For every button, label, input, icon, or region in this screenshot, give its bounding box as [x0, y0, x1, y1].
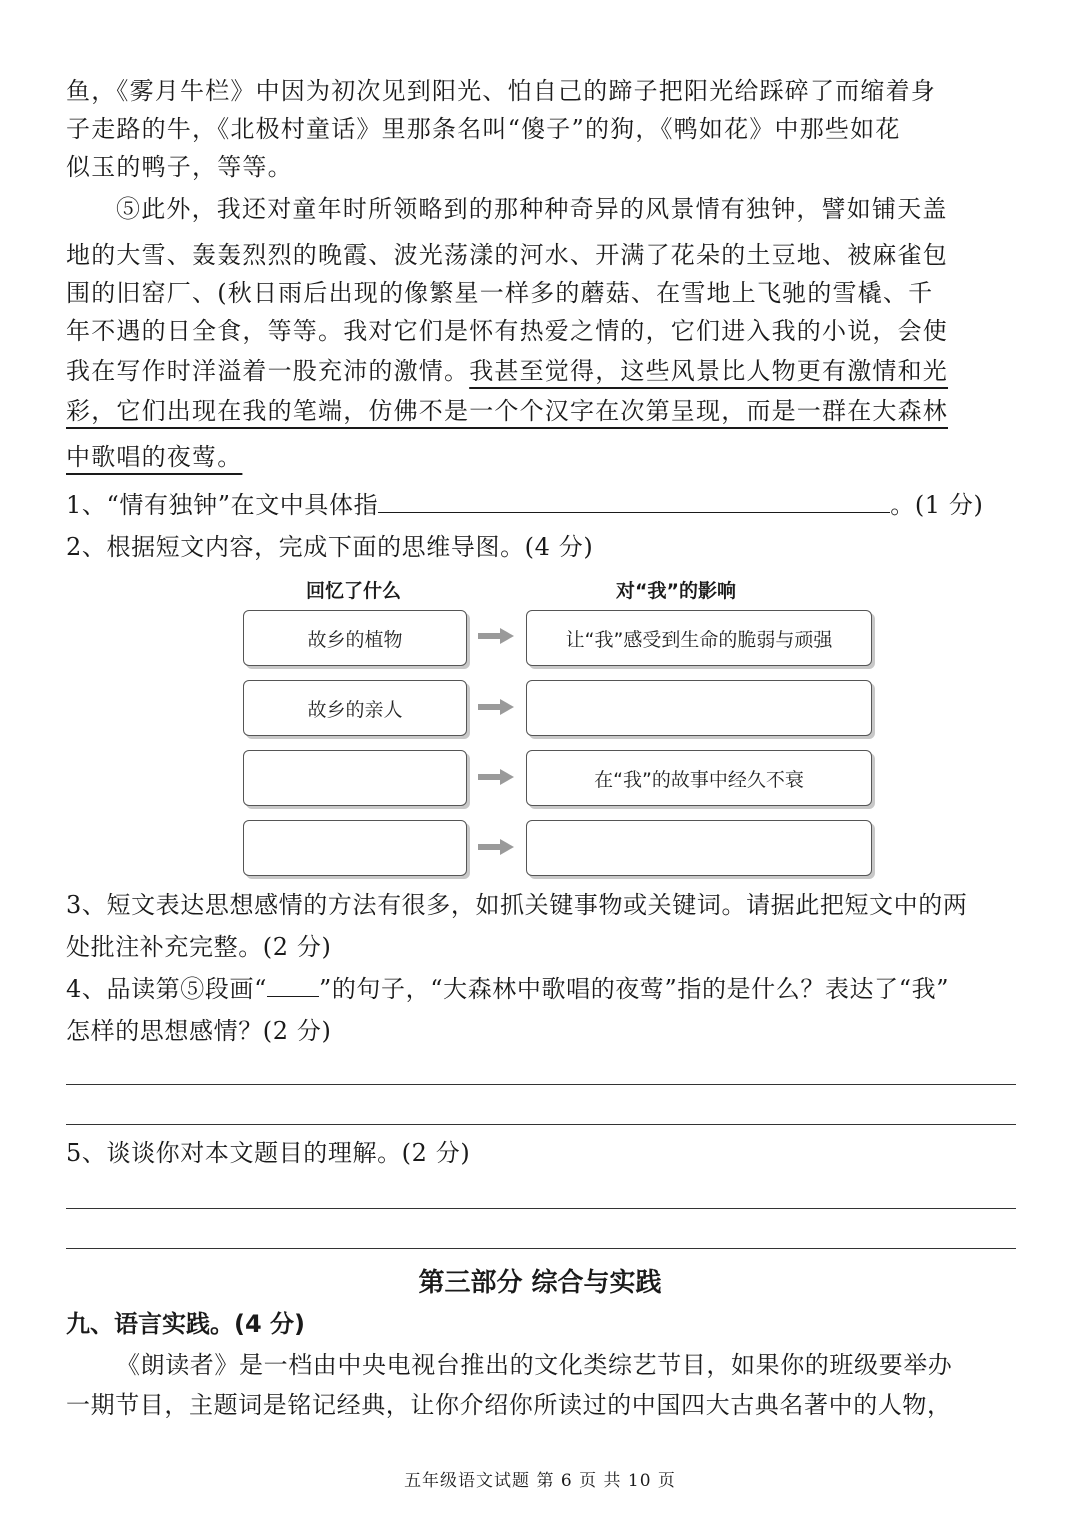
question-1-score: 。(1 分) — [890, 491, 984, 519]
passage-line-5: 地的大雪、轰轰烈烈的晚霞、波光荡漾的河水、开满了花朵的土豆地、被麻雀包 — [66, 241, 948, 269]
underlined-sentence-part-1: 我甚至觉得，这些风景比人物更有激情和光 — [469, 357, 949, 385]
answer-line-5a[interactable] — [66, 1208, 1016, 1209]
mindmap-left-header: 回忆了什么 — [306, 580, 402, 602]
answer-blank-1[interactable] — [378, 488, 890, 513]
mindmap-row-3-right: 在“我”的故事中经久不衰 — [526, 750, 872, 806]
answer-line-4b[interactable] — [66, 1124, 1016, 1125]
question-1 — [66, 486, 983, 524]
section-9-paragraph-line-1: 《朗读者》是一档由中央电视台推出的文化类综艺节目，如果你的班级要举办 — [116, 1351, 953, 1379]
question-4-text-start: 4、品读第⑤段画“ — [66, 975, 267, 1003]
mindmap-row-1-left: 故乡的植物 — [243, 610, 467, 666]
arrow-right-icon — [478, 839, 514, 855]
question-3-line-1: 3、短文表达思想感情的方法有很多，如抓关键事物或关键词。请据此把短文中的两 — [66, 891, 968, 919]
answer-line-4a[interactable] — [66, 1084, 1016, 1085]
underlined-sentence-part-2: 彩，它们出现在我的笔端，仿佛不是一个个汉字在次第呈现，而是一群在大森林 — [66, 397, 948, 425]
question-4 — [66, 970, 949, 1008]
arrow-right-icon — [478, 628, 514, 644]
question-4-line-2: 怎样的思想感情？(2 分) — [66, 1017, 332, 1045]
mindmap-row-2-left: 故乡的亲人 — [243, 680, 467, 736]
part-3-title: 第三部分 综合与实践 — [418, 1268, 662, 1298]
mindmap-row-4-right-answer[interactable] — [526, 820, 872, 876]
page-footer: 五年级语文试题 第 6 页 共 10 页 — [404, 1471, 676, 1491]
arrow-right-icon — [478, 769, 514, 785]
underline-sample — [267, 972, 319, 997]
passage-paragraph-5-start: ⑤此外，我还对童年时所领略到的那种种奇异的风景情有独钟，譬如铺天盖 — [116, 195, 948, 223]
mindmap-row-2-right-answer[interactable] — [526, 680, 872, 736]
mindmap-row-3-left-answer[interactable] — [243, 750, 467, 806]
passage-line-1: 鱼，《雾月牛栏》中因为初次见到阳光、怕自己的蹄子把阳光给踩碎了而缩着身 — [66, 77, 936, 105]
passage-line-8 — [66, 352, 948, 390]
answer-line-5b[interactable] — [66, 1248, 1016, 1249]
question-2: 2、根据短文内容，完成下面的思维导图。(4 分) — [66, 533, 594, 561]
section-9-paragraph-line-2: 一期节目，主题词是铭记经典，让你介绍你所读过的中国四大古典名著中的人物， — [66, 1391, 952, 1419]
mindmap-row-1-right: 让“我”感受到生命的脆弱与顽强 — [526, 610, 872, 666]
passage-line-2: 子走路的牛，《北极村童话》里那条名叫“傻子”的狗，《鸭如花》中那些如花 — [66, 115, 901, 143]
mindmap-right-header: 对“我”的影响 — [616, 580, 736, 602]
passage-line-6: 围的旧窑厂、(秋日雨后出现的像繁星一样多的蘑菇、在雪地上飞驰的雪橇、千 — [66, 279, 934, 307]
passage-line-8-plain: 我在写作时洋溢着一股充沛的激情。 — [66, 357, 470, 385]
question-4-text-end: ”的句子，“大森林中歌唱的夜莺”指的是什么？表达了“我” — [318, 975, 950, 1003]
question-3-line-2: 处批注补充完整。(2 分) — [66, 933, 332, 961]
passage-line-7: 年不遇的日全食，等等。我对它们是怀有热爱之情的，它们进入我的小说，会使 — [66, 317, 948, 345]
question-5: 5、谈谈你对本文题目的理解。(2 分) — [66, 1139, 471, 1167]
passage-line-3: 似玉的鸭子，等等。 — [66, 153, 293, 181]
section-9-heading: 九、语言实践。(4 分) — [66, 1310, 305, 1338]
mindmap-row-4-left-answer[interactable] — [243, 820, 467, 876]
underlined-sentence-part-3: 中歌唱的夜莺。 — [66, 443, 243, 471]
question-1-text: 1、“情有独钟”在文中具体指 — [66, 491, 379, 519]
arrow-right-icon — [478, 699, 514, 715]
